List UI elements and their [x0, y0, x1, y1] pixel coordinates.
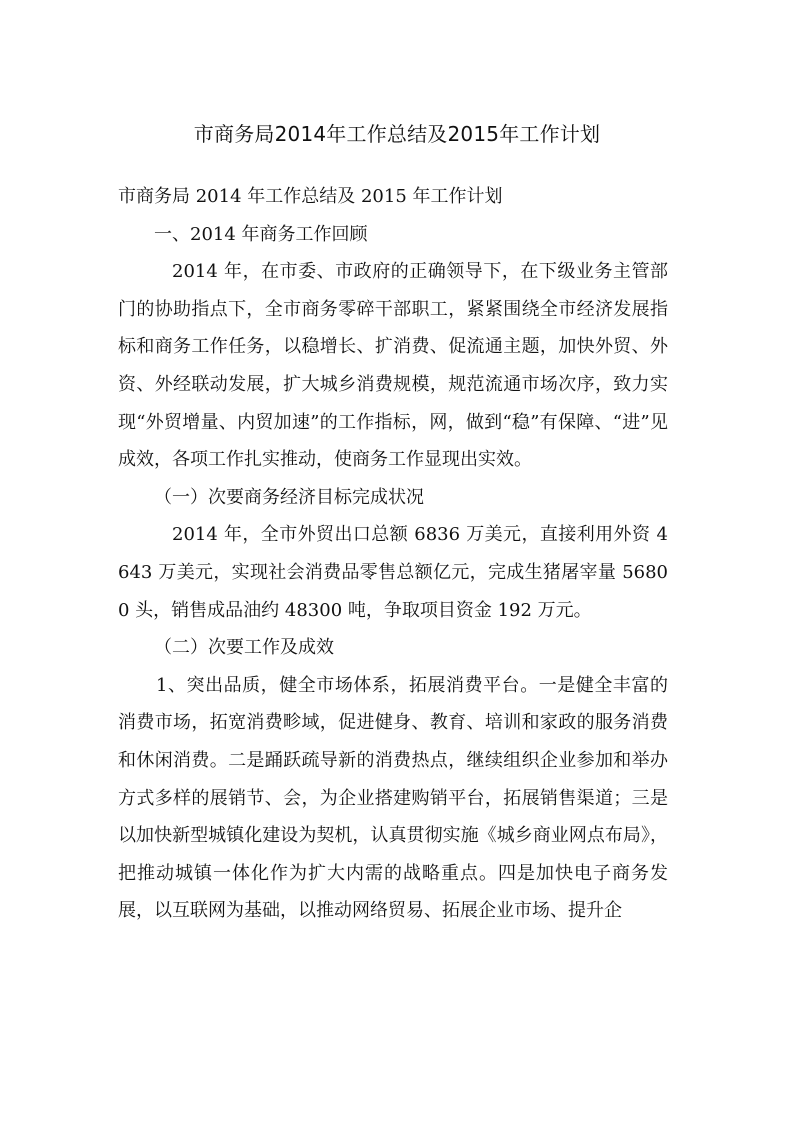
section-heading-review: 一、2014 年商务工作回顾: [154, 223, 368, 245]
subtitle-paragraph: 市商务局 2014 年工作总结及 2015 年工作计划: [118, 186, 503, 207]
document-body: [118, 178, 668, 930]
targets-paragraph: 2014 年，全市外贸出口总额 6836 万美元，直接利用外资 4643 万美元，实现社会消费品零售总额亿元，完成生猪屠宰量 56800 头，销售成品油约 48300 吨，争取项目资金 192 万元。: [118, 524, 668, 621]
section-heading-targets: （一）次要商务经济目标完成状况: [154, 486, 424, 508]
document-title: 市商务局2014年工作总结及2015年工作计划: [193, 122, 601, 146]
review-paragraph: 2014 年，在市委、市政府的正确领导下，在下级业务主管部门的协助指点下，全市商务零碎干部职工，紧紧围绕全市经济发展指标和商务工作任务，以稳增长、扩消费、促流通主题，加快外贸、外资、外经联动发展，扩大城乡消费规模，规范流通市场次序，致力实现“外贸增量、内贸加速”的工作指标，网，做到“稳”有保障、“进”见成效，各项工作扎实推动，使商务工作显现出实效。: [118, 261, 668, 471]
section-heading-work: （二）次要工作及成效: [154, 637, 334, 659]
work-paragraph: 1、突出品质，健全市场体系，拓展消费平台。一是健全丰富的消费市场，拓宽消费畛域，促进健身、教育、培训和家政的服务消费和休闲消费。二是踊跃疏导新的消费热点，继续组织企业参加和举办方式多样的展销节、会，为企业搭建购销平台，拓展销售渠道；三是以加快新型城镇化建设为契机，认真贯彻实施《城乡商业网点布局》，把推动城镇一体化作为扩大内需的战略重点。四是加快电子商务发展，以互联网为基础，以推动网络贸易、拓展企业市场、提升企: [118, 674, 668, 922]
